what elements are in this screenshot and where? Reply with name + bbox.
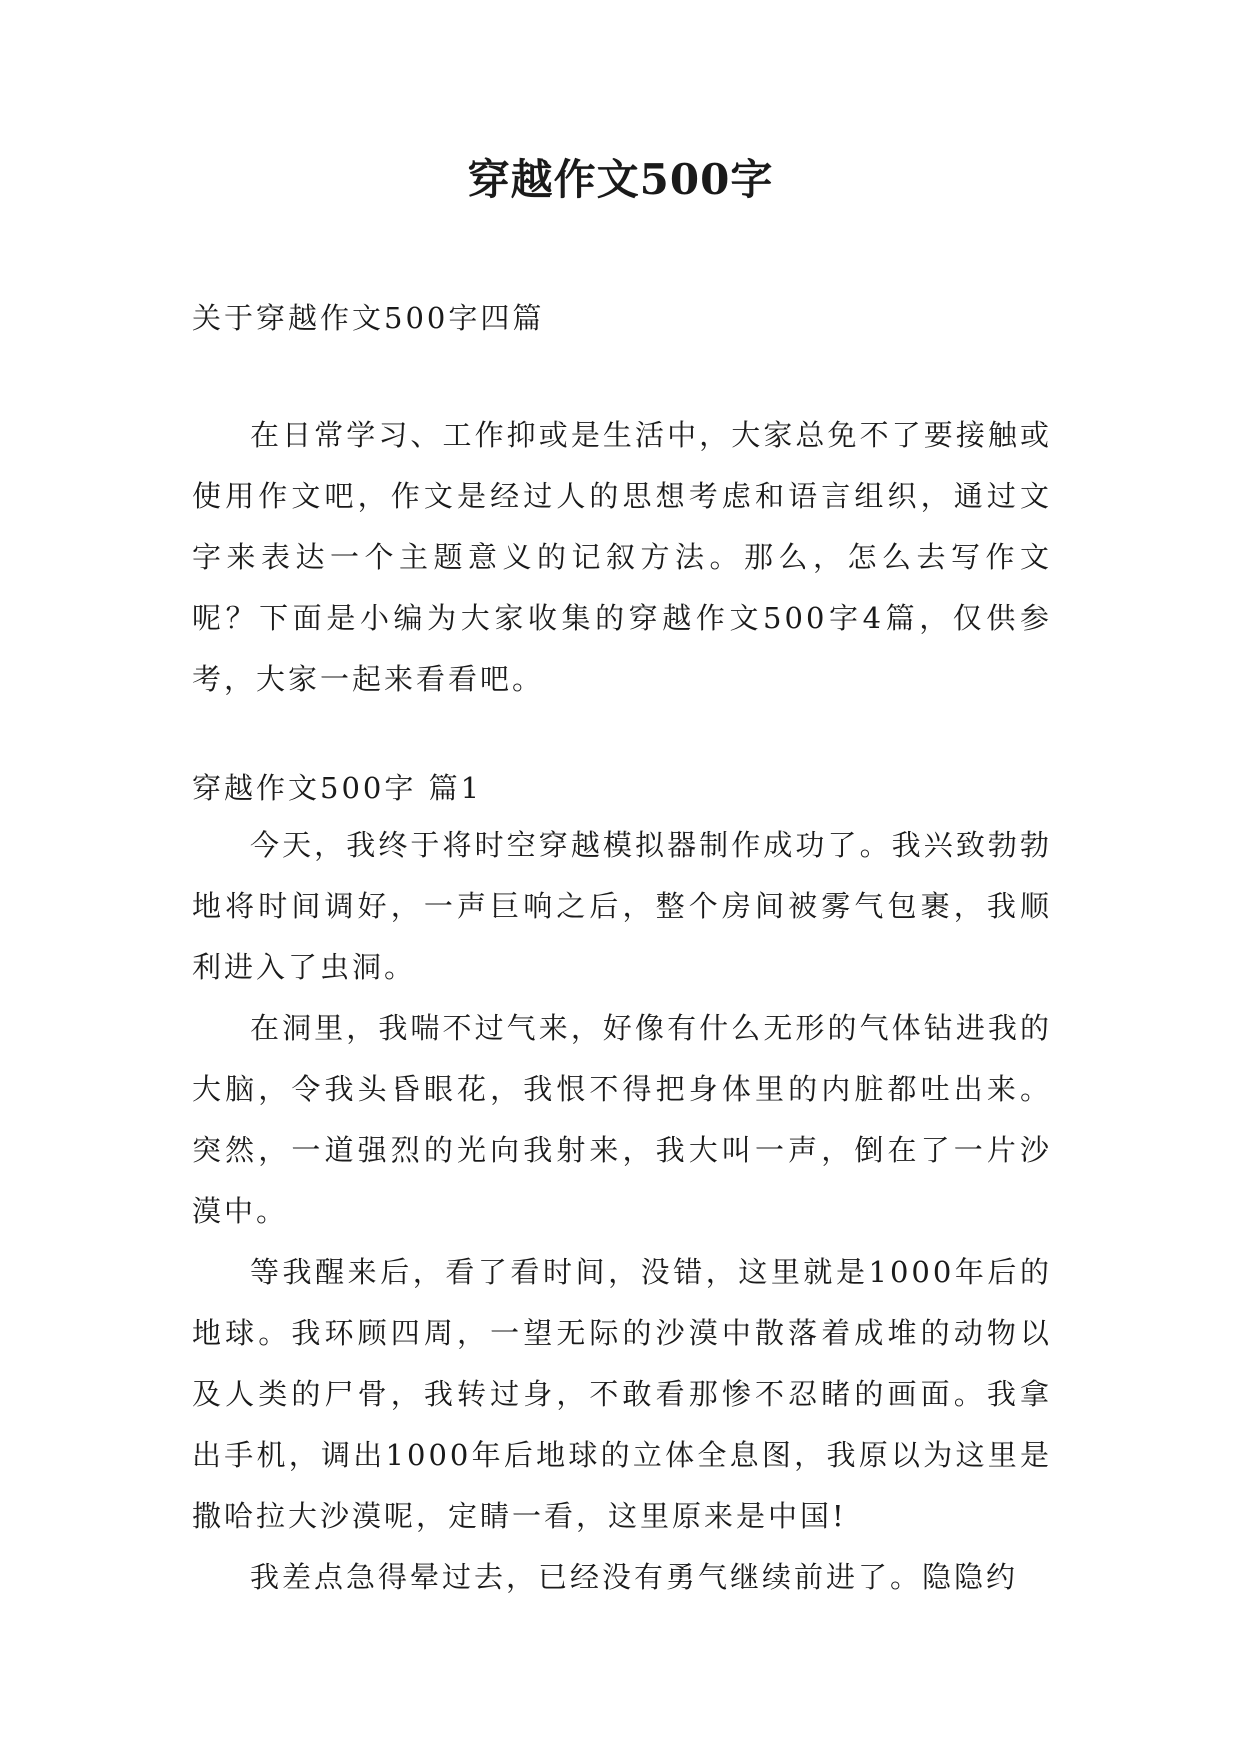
essay-paragraph: 在洞里，我喘不过气来，好像有什么无形的气体钻进我的大脑，令我头昏眼花，我恨不得把身体里的内脏都吐出来。突然，一道强烈的光向我射来，我大叫一声，倒在了一片沙漠中。 xyxy=(192,1011,1052,1228)
essay-paragraph: 今天，我终于将时空穿越模拟器制作成功了。我兴致勃勃地将时间调好，一声巨响之后，整个房间被雾气包裹，我顺利进入了虫洞。 xyxy=(192,828,1052,984)
essay-paragraph: 我差点急得晕过去，已经没有勇气继续前进了。隐隐约 xyxy=(250,1560,1019,1594)
document-title: 穿越作文500字 xyxy=(467,155,774,204)
intro-paragraph: 在日常学习、工作抑或是生活中，大家总免不了要接触或使用作文吧，作文是经过人的思想考虑和语言组织，通过文字来表达一个主题意义的记叙方法。那么，怎么去写作文呢？下面是小编为大家收集的穿越作文500字4篇，仅供参考，大家一起来看看吧。 xyxy=(192,418,1052,696)
essay-body xyxy=(192,815,1052,1608)
essay-paragraph: 等我醒来后，看了看时间，没错，这里就是1000年后的地球。我环顾四周，一望无际的沙漠中散落着成堆的动物以及人类的尸骨，我转过身，不敢看那惨不忍睹的画面。我拿出手机，调出1000年后地球的立体全息图，我原以为这里是撒哈拉大沙漠呢，定睛一看，这里原来是中国! xyxy=(192,1255,1052,1533)
section-heading: 穿越作文500字 篇1 xyxy=(192,771,483,805)
document-subtitle: 关于穿越作文500字四篇 xyxy=(192,301,545,335)
